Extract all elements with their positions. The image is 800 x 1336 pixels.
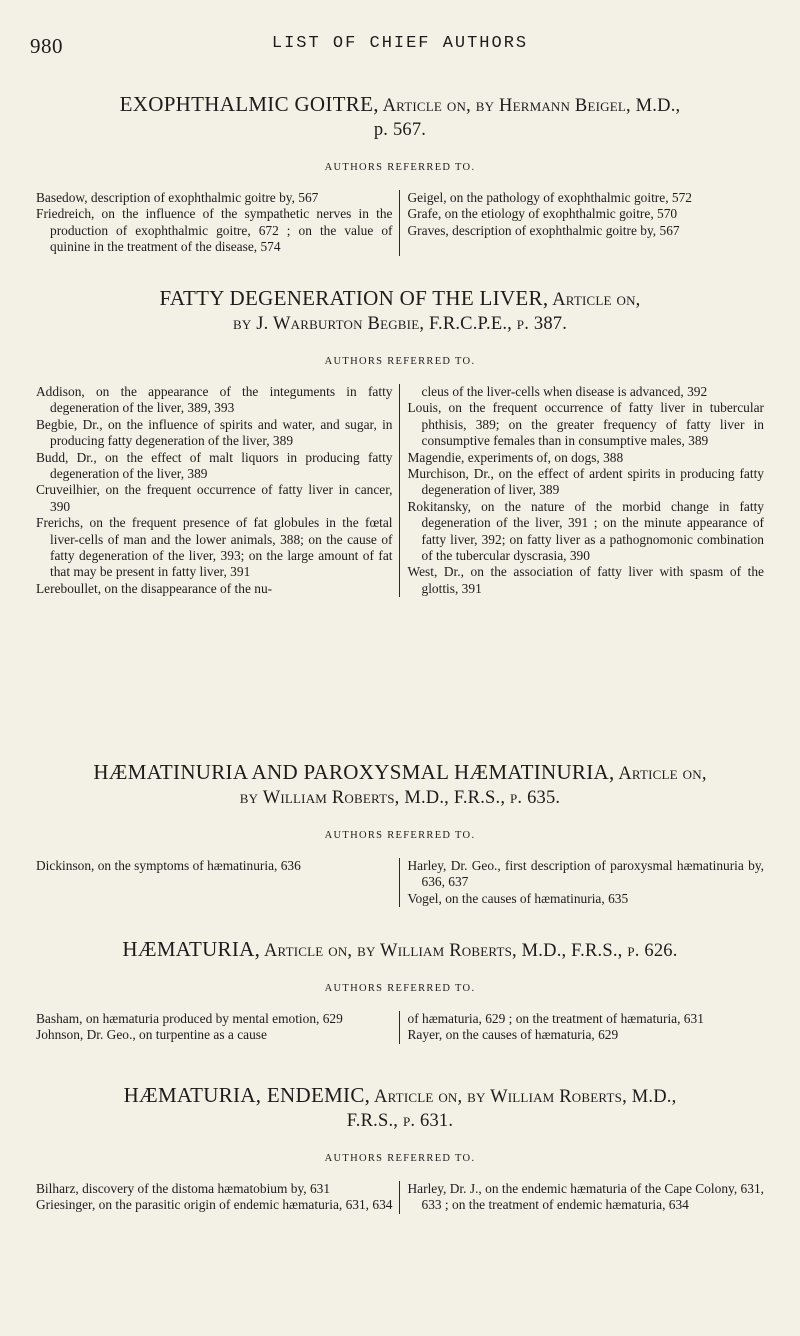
author-entry: West, Dr., on the association of fatty liver with spasm of the glottis, 391 (407, 564, 764, 596)
author-entry: Basham, on hæmaturia produced by mental emotion, 629 (36, 1011, 343, 1026)
article-haematuria (36, 937, 764, 1044)
article-title-main: FATTY DEGENERATION OF THE LIVER, (159, 286, 549, 310)
article-title-main: HÆMATURIA, (122, 937, 261, 961)
author-entry: Frerichs, on the frequent presence of fat globules in the fœtal liver-cells of man and the lower animals, 388; on the cause of fatty degeneration of the liver, 393; on the large amount of fat that may be present in fatty liver, 391 (36, 515, 393, 580)
article-title-line2: F.R.S., p. 631. (346, 1111, 454, 1131)
article-title-line2: by J. Warburton Begbie, F.R.C.P.E., p. 387. (232, 314, 568, 334)
author-entry: Rayer, on the causes of hæmaturia, 629 (407, 1027, 619, 1043)
page-number: 980 (30, 34, 63, 58)
article-title-line2: by William Roberts, M.D., F.R.S., p. 635. (239, 788, 561, 808)
article-haematuria-endemic (36, 1083, 764, 1214)
author-entry: Begbie, Dr., on the influence of spirits and water, and sugar, in producing fatty degeneration of the liver, 389 (36, 416, 393, 449)
article-title (36, 1083, 764, 1133)
author-entry: Budd, Dr., on the effect of malt liquors in producing fatty degeneration of the liver, 389 (36, 449, 393, 482)
authors-right-column (399, 384, 765, 597)
author-entry: Vogel, on the causes of hæmatinuria, 635 (407, 890, 629, 906)
article-fatty-degeneration-liver (36, 286, 764, 597)
authors-left-column (36, 384, 399, 597)
author-entry: Harley, Dr. Geo., first description of paroxysmal hæmatinuria by, 636, 637 (407, 858, 764, 890)
article-title-line2: p. 567. (373, 120, 427, 140)
author-entry-continuation: cleus of the liver-cells when disease is advanced, 392 (421, 384, 708, 399)
author-entry: Johnson, Dr. Geo., on turpentine as a cause (36, 1027, 267, 1043)
article-title (36, 286, 764, 336)
authors-columns (36, 858, 764, 907)
authors-left-column (36, 1181, 399, 1214)
authors-columns (36, 1181, 764, 1214)
authors-left-column (36, 190, 399, 256)
authors-right-column (399, 190, 765, 256)
author-entry: Dickinson, on the symptoms of hæmatinuria, 636 (36, 858, 301, 873)
authors-referred-heading: AUTHORS REFERRED TO. (324, 162, 476, 173)
authors-referred-heading: AUTHORS REFERRED TO. (324, 356, 476, 367)
author-entry: Magendie, experiments of, on dogs, 388 (407, 449, 624, 465)
article-byline: Article on, (548, 290, 641, 310)
authors-columns (36, 190, 764, 256)
author-entry: Graves, description of exophthalmic goitre by, 567 (407, 222, 680, 238)
article-title (36, 92, 764, 142)
article-byline: Article on, by William Roberts, M.D., (370, 1087, 677, 1107)
authors-referred-heading: AUTHORS REFERRED TO. (324, 983, 476, 994)
article-haematinuria (36, 760, 764, 907)
page-header (30, 34, 770, 60)
author-entry: Basedow, description of exophthalmic goitre by, 567 (36, 190, 319, 205)
author-entry-continuation: of hæmaturia, 629 ; on the treatment of hæmaturia, 631 (407, 1011, 704, 1026)
authors-left-column (36, 1011, 399, 1044)
article-byline: Article on, by Hermann Beigel, M.D., (378, 96, 681, 116)
author-entry: Lereboullet, on the disappearance of the nu- (36, 580, 273, 596)
authors-right-column (399, 1011, 765, 1044)
author-entry: Cruveilhier, on the frequent occurrence of fatty liver in cancer, 390 (36, 482, 393, 514)
authors-referred-heading: AUTHORS REFERRED TO. (324, 830, 476, 841)
author-entry: Louis, on the frequent occurrence of fatty liver in tubercular phthisis, 389; on the greater frequency of fatty liver in consumptive females than in consumptive males, 389 (407, 400, 764, 449)
authors-right-column (399, 858, 765, 907)
article-exophthalmic-goitre (36, 92, 764, 256)
authors-right-column (399, 1181, 765, 1214)
author-entry: Geigel, on the pathology of exophthalmic goitre, 572 (407, 190, 692, 205)
author-entry: Harley, Dr. J., on the endemic hæmaturia of the Cape Colony, 631, 633 ; on the treatment of endemic hæmaturia, 634 (407, 1181, 764, 1213)
author-entry: Addison, on the appearance of the integuments in fatty degeneration of the liver, 389, 393 (36, 384, 393, 416)
article-byline: Article on, (614, 764, 707, 784)
author-entry: Bilharz, discovery of the distoma hæmatobium by, 631 (36, 1181, 331, 1196)
authors-referred-heading: AUTHORS REFERRED TO. (324, 1153, 476, 1164)
author-entry: Grafe, on the etiology of exophthalmic goitre, 570 (407, 206, 678, 222)
article-title-main: EXOPHTHALMIC GOITRE, (119, 92, 379, 116)
authors-left-column (36, 858, 399, 907)
author-entry: Murchison, Dr., on the effect of ardent spirits in producing fatty degeneration of liver, 389 (407, 466, 764, 498)
authors-columns (36, 1011, 764, 1044)
authors-columns (36, 384, 764, 597)
article-title-main: HÆMATURIA, ENDEMIC, (123, 1083, 371, 1107)
article-byline: Article on, by William Roberts, M.D., F.R.S., p. 626. (260, 941, 678, 961)
running-head: LIST OF CHIEF AUTHORS (271, 34, 529, 53)
author-entry: Friedreich, on the influence of the sympathetic nerves in the production of exophthalmic goitre, 672 ; on the value of quinine in the treatment of the disease, 574 (36, 206, 393, 255)
article-title-main: HÆMATINURIA AND PAROXYSMAL HÆMATINURIA, (93, 760, 615, 784)
article-title (36, 937, 764, 963)
author-entry: Rokitansky, on the nature of the morbid change in fatty degeneration of the liver, 391 ; on the minute appearance of fatty liver, 392; on fatty liver as a pathognomonic combination of the tubercular dyscrasia, 390 (407, 498, 764, 564)
article-title (36, 760, 764, 810)
author-entry: Griesinger, on the parasitic origin of endemic hæmaturia, 631, 634 (36, 1197, 393, 1213)
